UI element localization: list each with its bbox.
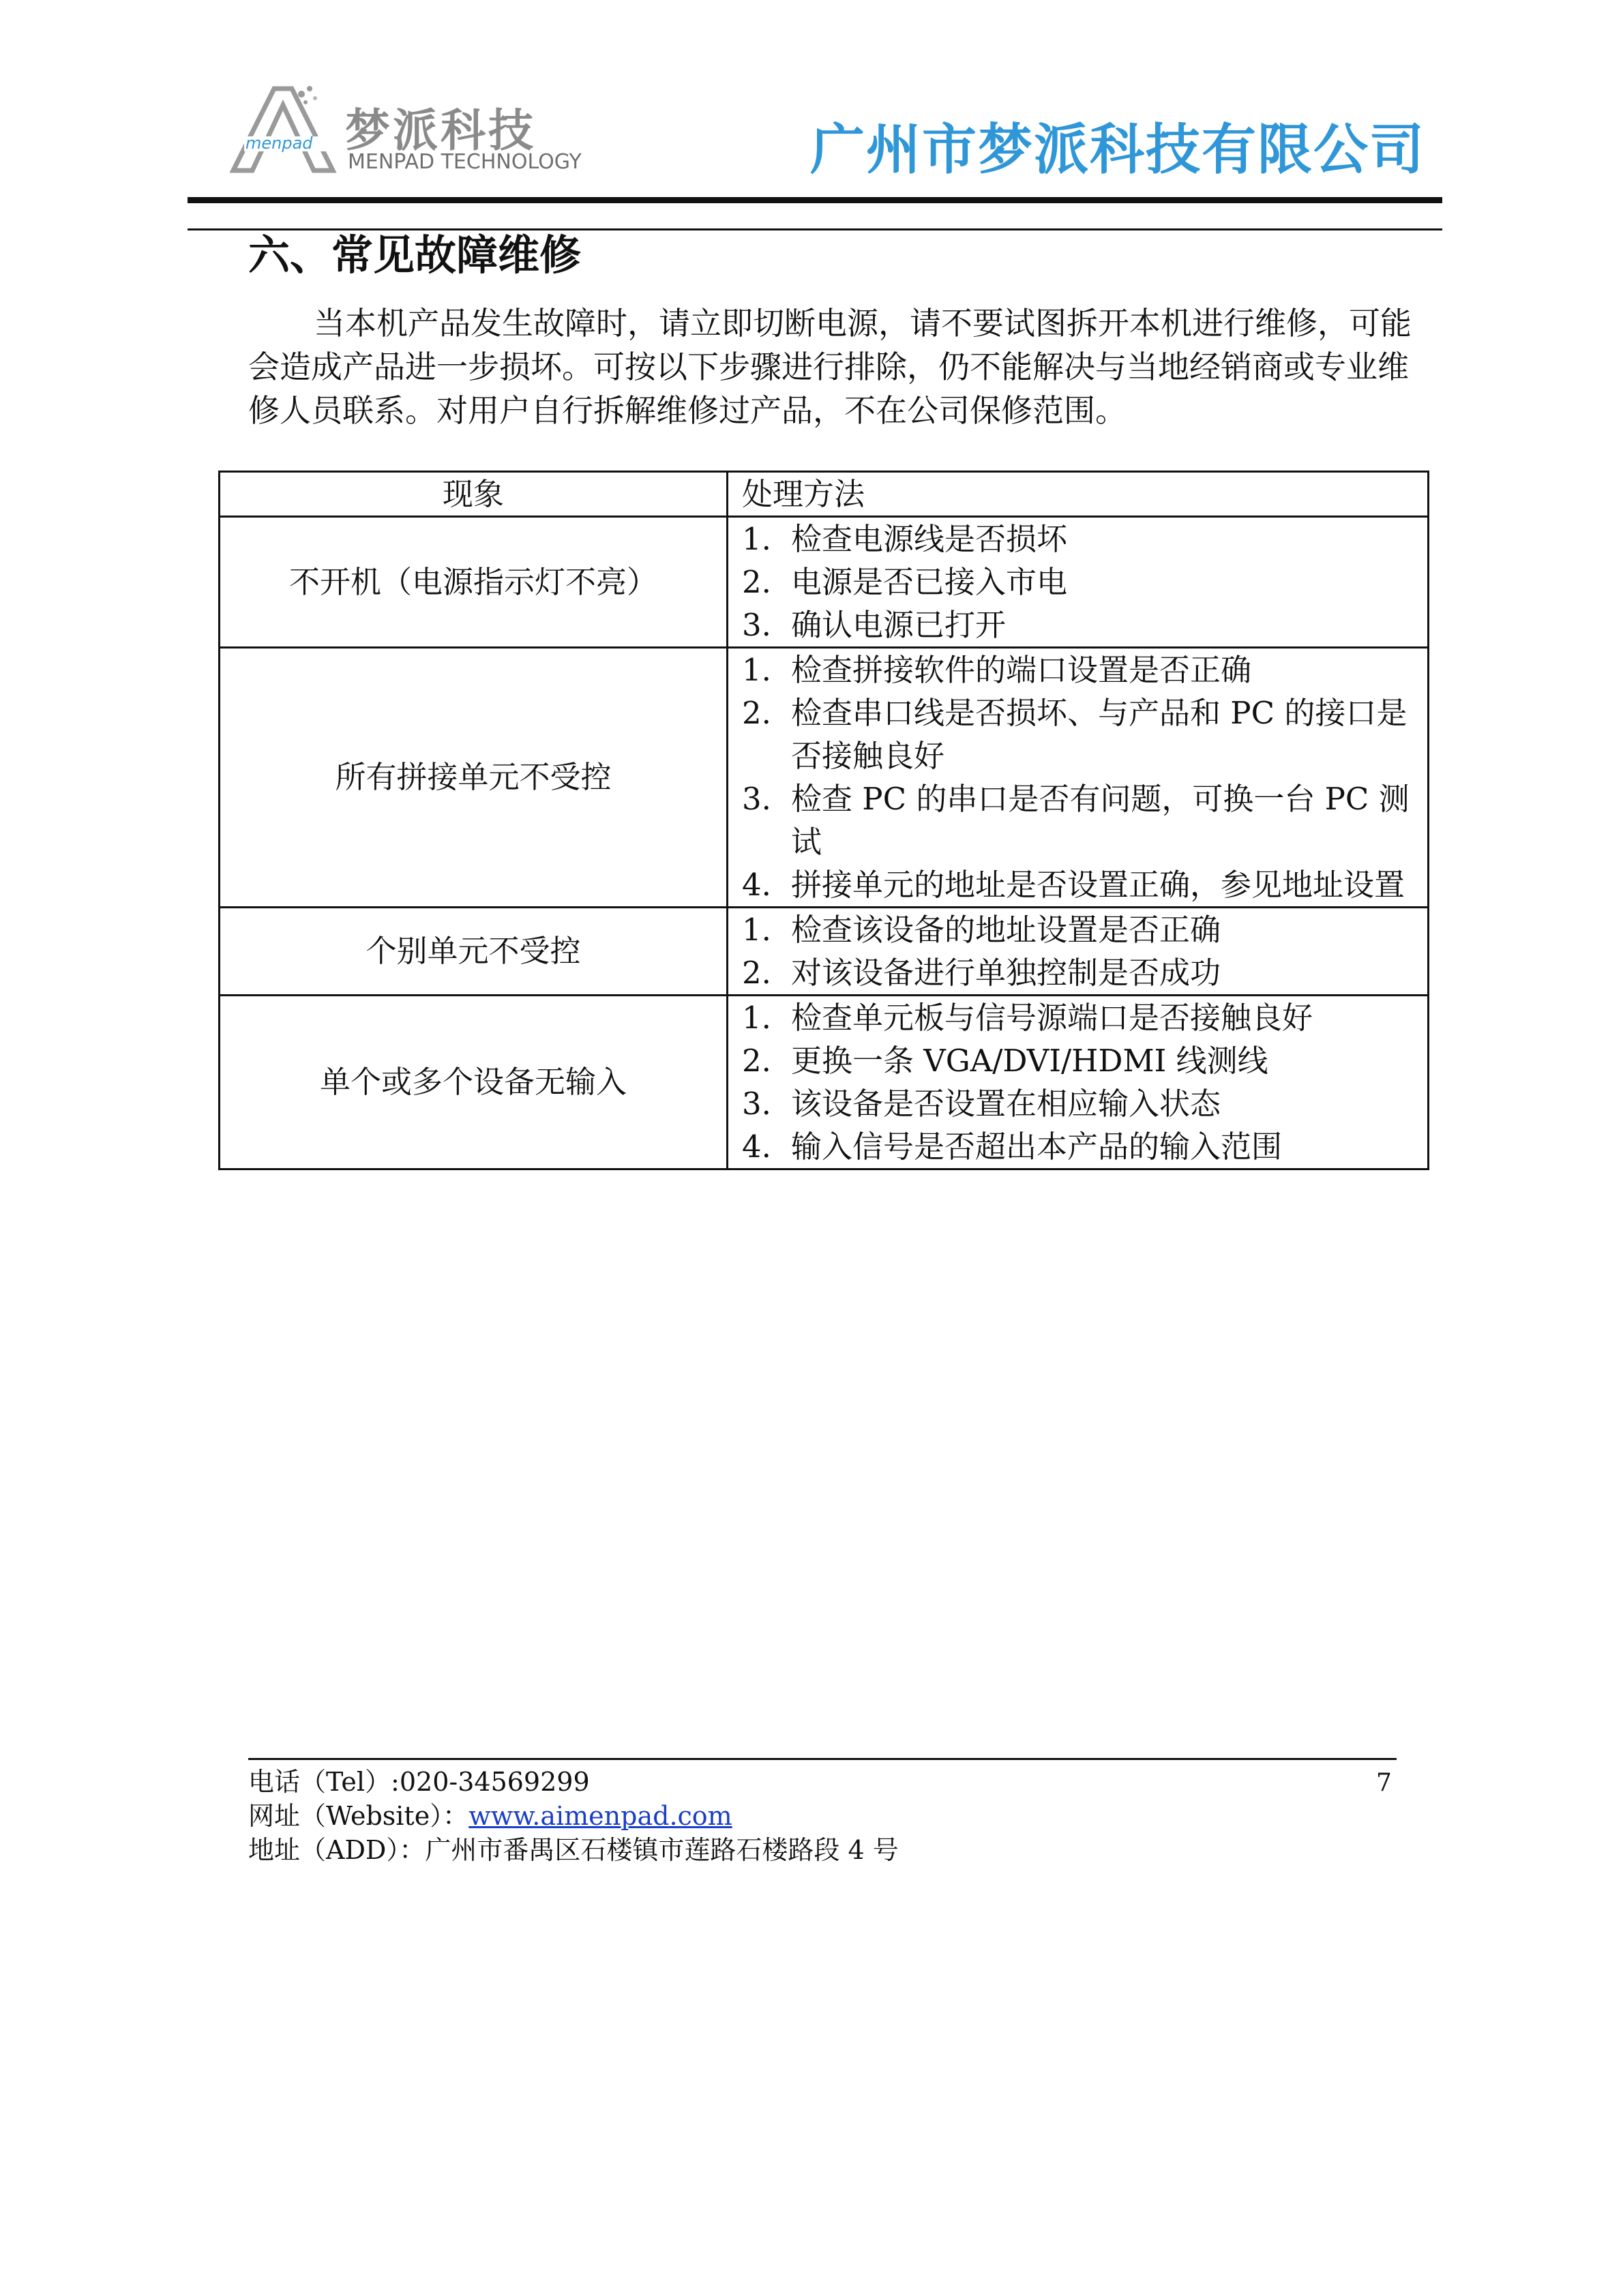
intro-text: 当本机产品发生故障时，请立即切断电源，请不要试图拆开本机进行维修，可能会造成产品进一步损坏。可按以下步骤进行排除，仍不能解决与当地经销商或专业维修人员联系。对用户自行拆解维修过产品，不在公司保修范围。: [248, 305, 1412, 429]
table-row: [220, 517, 1429, 648]
footer-tel: 电话（Tel）:020-34569299: [248, 1767, 590, 1797]
solution-step: [742, 863, 1420, 906]
solution-step: [742, 996, 1420, 1039]
step-text: 拼接单元的地址是否设置正确，参见地址设置: [791, 867, 1405, 903]
website-link[interactable]: www.aimenpad.com: [468, 1801, 732, 1831]
step-text: 电源是否已接入市电: [791, 564, 1068, 600]
step-text: 确认电源已打开: [791, 607, 1007, 643]
solution-step: [742, 1125, 1420, 1168]
header-rule-thick: [188, 197, 1442, 203]
solution-step: [742, 908, 1420, 951]
troubleshooting-table: [218, 471, 1429, 1170]
solution-step: [742, 777, 1420, 863]
logo-chinese-name: 梦派科技: [345, 104, 536, 157]
solution-step: [742, 518, 1420, 561]
step-text: 检查拼接软件的端口设置是否正确: [791, 652, 1252, 688]
table-row: [220, 648, 1429, 908]
symptom-cell: 个别单元不受控: [220, 908, 728, 996]
solution-list: [742, 518, 1420, 646]
intro-paragraph: [248, 301, 1421, 432]
page-number: 7: [1376, 1769, 1392, 1797]
step-text: 更换一条 VGA/DVI/HDMI 线测线: [791, 1043, 1268, 1079]
step-number: 3.: [742, 1086, 771, 1122]
logo-english-name: MENPAD TECHNOLOGY: [348, 150, 582, 174]
step-number: 2.: [742, 1043, 771, 1079]
step-number: 1.: [742, 521, 771, 557]
table-body: [220, 517, 1429, 1169]
header-solution: 处理方法: [728, 472, 1429, 517]
step-text: 检查电源线是否损坏: [791, 521, 1068, 557]
solution-step: [742, 1039, 1420, 1082]
table-row: [220, 996, 1429, 1169]
step-text: 输入信号是否超出本产品的输入范围: [791, 1129, 1283, 1165]
footer-rule: [248, 1758, 1397, 1760]
section-title: 六、常见故障维修: [248, 231, 582, 280]
table-row: [220, 908, 1429, 996]
step-number: 1.: [742, 912, 771, 948]
step-text: 检查单元板与信号源端口是否接触良好: [791, 1000, 1313, 1036]
step-number: 1.: [742, 652, 771, 688]
symptom-cell: 不开机（电源指示灯不亮）: [220, 517, 728, 648]
step-number: 3.: [742, 781, 771, 817]
symptom-cell: 单个或多个设备无输入: [220, 996, 728, 1169]
company-logo: [225, 80, 580, 183]
solution-cell: [728, 517, 1429, 648]
header-symptom: 现象: [220, 472, 728, 517]
solution-step: [742, 648, 1420, 691]
solution-cell: [728, 908, 1429, 996]
menpad-a-icon: [225, 80, 344, 183]
step-text: 检查串口线是否损坏、与产品和 PC 的接口是否接触良好: [791, 695, 1408, 774]
step-number: 2.: [742, 955, 771, 991]
svg-text:menpad: menpad: [245, 134, 313, 153]
table-header-row: [220, 472, 1429, 517]
solution-cell: [728, 996, 1429, 1169]
footer-address: 地址（ADD）：广州市番禺区石楼镇市莲路石楼路段 4 号: [248, 1835, 899, 1865]
step-text: 该设备是否设置在相应输入状态: [791, 1086, 1221, 1122]
step-number: 3.: [742, 607, 771, 643]
solution-step: [742, 951, 1420, 994]
step-text: 检查该设备的地址设置是否正确: [791, 912, 1221, 948]
solution-step: [742, 691, 1420, 777]
step-number: 4.: [742, 867, 771, 903]
company-name: 广州市梦派科技有限公司: [810, 118, 1425, 181]
step-text: 检查 PC 的串口是否有问题，可换一台 PC 测试: [791, 781, 1410, 860]
solution-step: [742, 603, 1420, 646]
step-number: 1.: [742, 1000, 771, 1036]
solution-step: [742, 561, 1420, 603]
step-text: 对该设备进行单独控制是否成功: [791, 955, 1221, 991]
solution-list: [742, 908, 1420, 994]
footer: [248, 1765, 899, 1867]
symptom-cell: 所有拼接单元不受控: [220, 648, 728, 908]
solution-step: [742, 1082, 1420, 1125]
step-number: 2.: [742, 695, 771, 731]
solution-cell: [728, 648, 1429, 908]
footer-website: 网址（Website）：www.aimenpad.com: [248, 1801, 732, 1831]
step-number: 4.: [742, 1129, 771, 1165]
step-number: 2.: [742, 564, 771, 600]
solution-list: [742, 648, 1420, 906]
solution-list: [742, 996, 1420, 1168]
